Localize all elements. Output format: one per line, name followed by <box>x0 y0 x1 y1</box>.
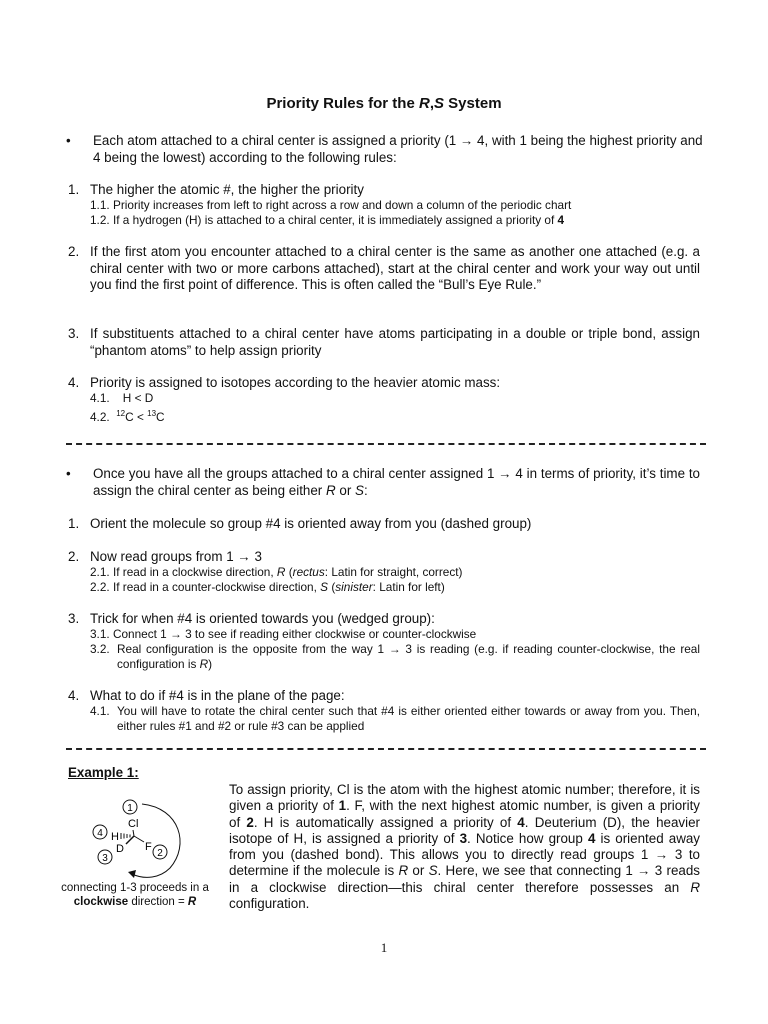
caption-clockwise: clockwise <box>73 895 129 908</box>
priority-label-1: 1 <box>127 803 133 814</box>
part1-rule4-1: 4.1. H < D <box>90 391 154 405</box>
part2-rule3: Trick for when #4 is oriented towards you (wedged group): <box>90 611 435 626</box>
part2-rule4-1-text: You will have to rotate the chiral center such that #4 is either oriented either towards or away from you. Then, either rules #1 and #2 or rule #3 can be applied <box>117 704 700 733</box>
bullet-icon: • <box>66 133 71 148</box>
ex-priority-1: 1 <box>338 798 347 814</box>
part1-rule4-1-text: H < D <box>122 391 154 405</box>
molecule-diagram <box>60 790 230 885</box>
ex-text-1: To assign priority, Cl is the atom with the highest atomic number; therefore, it is given a priority of <box>229 782 700 814</box>
ex-text-4: . Deuterium (D), the heavier isotope of H, is assigned a priority of <box>229 814 700 846</box>
part2-intro-end: : <box>363 482 368 498</box>
priority-label-2: 2 <box>157 848 163 859</box>
part2-rule3-1: 3.1. Connect 1 → 3 to see if reading either clockwise or counter-clockwise <box>90 627 477 641</box>
bond-f <box>134 836 144 842</box>
priority-label-3: 3 <box>102 853 108 864</box>
part2-rule1-number: 1. <box>68 516 80 531</box>
ex-priority-3: 3 <box>459 830 468 846</box>
isotope-element-left: C <box>125 409 134 424</box>
part2-rule4-1 <box>90 704 700 734</box>
part2-rule3-2-end: ) <box>208 657 213 671</box>
atom-f: F <box>145 841 152 853</box>
part2-rule2-1-word: rectus <box>292 565 325 579</box>
part2-rule2-number: 2. <box>68 549 80 564</box>
part1-rule4-number: 4. <box>68 375 80 390</box>
caption-r: R <box>187 895 197 908</box>
isotope-less-than: < <box>133 409 148 424</box>
part2-rule2: Now read groups from 1 → 3 <box>90 549 262 564</box>
part2-rule3-2-number: 3.2. <box>90 642 110 656</box>
part2-rule2-2: 2.2. If read in a counter-clockwise direction, S (sinister: Latin for left) <box>90 580 445 594</box>
part1-rule1-1-text: Priority increases from left to right across a row and down a column of the periodic chart <box>112 198 572 212</box>
part1-rule2-number: 2. <box>68 244 80 259</box>
part1-rule4-2: 4.2. $^{12}$C < $^{13}$C <box>90 409 165 424</box>
part2-rule2-2-gloss: : Latin for left) <box>372 580 445 594</box>
part2-intro-r: R <box>326 482 336 498</box>
part2-rule2-1-paren: ( <box>288 565 293 579</box>
clockwise-arrow <box>132 804 180 877</box>
ex-or: or <box>408 863 429 879</box>
part2-rule2-1: 2.1. If read in a clockwise direction, R (rectus: Latin for straight, correct) <box>90 565 463 579</box>
part2-rule2-1-gloss: : Latin for straight, correct) <box>324 565 463 579</box>
part2-rule4-number: 4. <box>68 688 80 703</box>
ex-priority-2: 2 <box>246 814 254 830</box>
part2-intro-text: Once you have all the groups attached to a chiral center assigned 1 → 4 in terms of priority, it’s time to assign the chiral center as being either <box>93 466 700 498</box>
arrowhead-icon <box>128 870 136 878</box>
part2-rule2-1-r: R <box>276 565 286 579</box>
part1-rule1: The higher the atomic #, the higher the priority <box>90 182 364 197</box>
part2-rule3-2-text: Real configuration is the opposite from the way 1 → 3 is reading (e.g. if reading counter-clockwise, the real configuration is <box>117 642 700 671</box>
part2-rule2-1-text: If read in a clockwise direction, <box>112 565 274 579</box>
part1-intro-text: Each atom attached to a chiral center is assigned a priority (1 → 4, with 1 being the highest priority and 4 being the lowest) according to the following rules: <box>93 133 703 165</box>
isotope-mass-12: 12 <box>116 409 126 418</box>
example-title: Example 1: <box>68 765 139 780</box>
dashed-bond-h <box>121 833 130 839</box>
atom-d: D <box>116 843 124 855</box>
ex-text-5: . Notice how group <box>467 830 588 846</box>
page-title: Priority Rules for the R,S System <box>266 95 502 112</box>
part2-rule3-2 <box>90 642 700 672</box>
page-number: 1 <box>380 940 388 955</box>
part2-intro-s: S <box>355 482 364 498</box>
ex-text-2: . F, with the next highest atomic number, is given a priority of <box>229 798 701 830</box>
part1-rule2: If the first atom you encounter attached to a chiral center is the same as another one attached (e.g. a chiral center with two or more carbons attached), start at the chiral center and work your way out until you find the first point of difference. This is often called the “Bull’s Eye Rule.” <box>90 244 700 292</box>
part2-intro <box>93 466 700 499</box>
part1-intro <box>93 133 707 166</box>
caption-line1: connecting 1-3 proceeds in a <box>61 882 209 894</box>
ex-text-7: . Here, we see that connecting 1 → 3 reads in a clockwise direction—this chiral center therefore possesses an <box>229 863 701 895</box>
priority-label-4: 4 <box>97 828 103 839</box>
part1-rule1-2: 1.2. If a hydrogen (H) is attached to a chiral center, it is immediately assigned a priority of 4 <box>90 213 565 227</box>
bond-cl <box>133 830 134 836</box>
part2-rule2-2-paren: ( <box>331 580 336 594</box>
part2-rule4-1-number: 4.1. <box>90 704 110 718</box>
ex-text-6: is oriented away from you (dashed bond). This allows you to directly read groups 1 → 3 to determine if the molecule is <box>229 830 701 879</box>
ex-r-config: R <box>690 879 700 895</box>
atom-h: H <box>111 831 119 843</box>
atom-cl: Cl <box>128 818 139 830</box>
section-divider <box>66 748 706 750</box>
part2-rule3-2-body <box>117 642 700 672</box>
part2-rule3-1-text: Connect 1 → 3 to see if reading either clockwise or counter-clockwise <box>112 627 477 641</box>
ex-text-3: . H is automatically assigned a priority of <box>253 814 518 830</box>
part2-rule2-2-s: S <box>320 580 329 594</box>
part2-rule3-2-r: R <box>199 657 209 671</box>
isotope-mass-13: 13 <box>147 409 157 418</box>
part2-rule4: What to do if #4 is in the plane of the page: <box>90 688 345 703</box>
caption-direction: direction = <box>128 895 188 908</box>
part1-rule1-2-value: 4 <box>557 213 565 227</box>
part2-rule2-2-text: If read in a counter-clockwise direction, <box>112 580 317 594</box>
bullet-icon: • <box>66 466 71 481</box>
part1-rule4: Priority is assigned to isotopes according to the heavier atomic mass: <box>90 375 501 390</box>
part1-rule3: If substituents attached to a chiral center have atoms participating in a double or triple bond, assign “phantom atoms” to help assign priority <box>90 326 700 358</box>
ex-priority-4: 4 <box>517 814 525 830</box>
ex-s: S <box>428 863 438 879</box>
example-caption <box>50 882 220 909</box>
part1-rule3-number: 3. <box>68 326 80 341</box>
ex-group-4: 4 <box>587 830 596 846</box>
part2-rule1: Orient the molecule so group #4 is oriented away from you (dashed group) <box>90 516 532 531</box>
ex-r: R <box>398 863 409 879</box>
ex-text-8: configuration. <box>229 896 310 912</box>
part1-rule1-2-text: If a hydrogen (H) is attached to a chiral center, it is immediately assigned a priority of <box>112 213 555 227</box>
section-divider <box>66 443 706 445</box>
part2-rule3-number: 3. <box>68 611 80 626</box>
part1-rule1-1: 1.1. Priority increases from left to right across a row and down a column of the periodic chart <box>90 198 572 212</box>
example-explanation <box>229 782 700 912</box>
part2-intro-or: or <box>335 482 356 498</box>
part2-rule2-2-word: sinister <box>335 580 373 594</box>
part1-rule1-number: 1. <box>68 182 80 197</box>
isotope-element-right: C <box>156 409 165 424</box>
